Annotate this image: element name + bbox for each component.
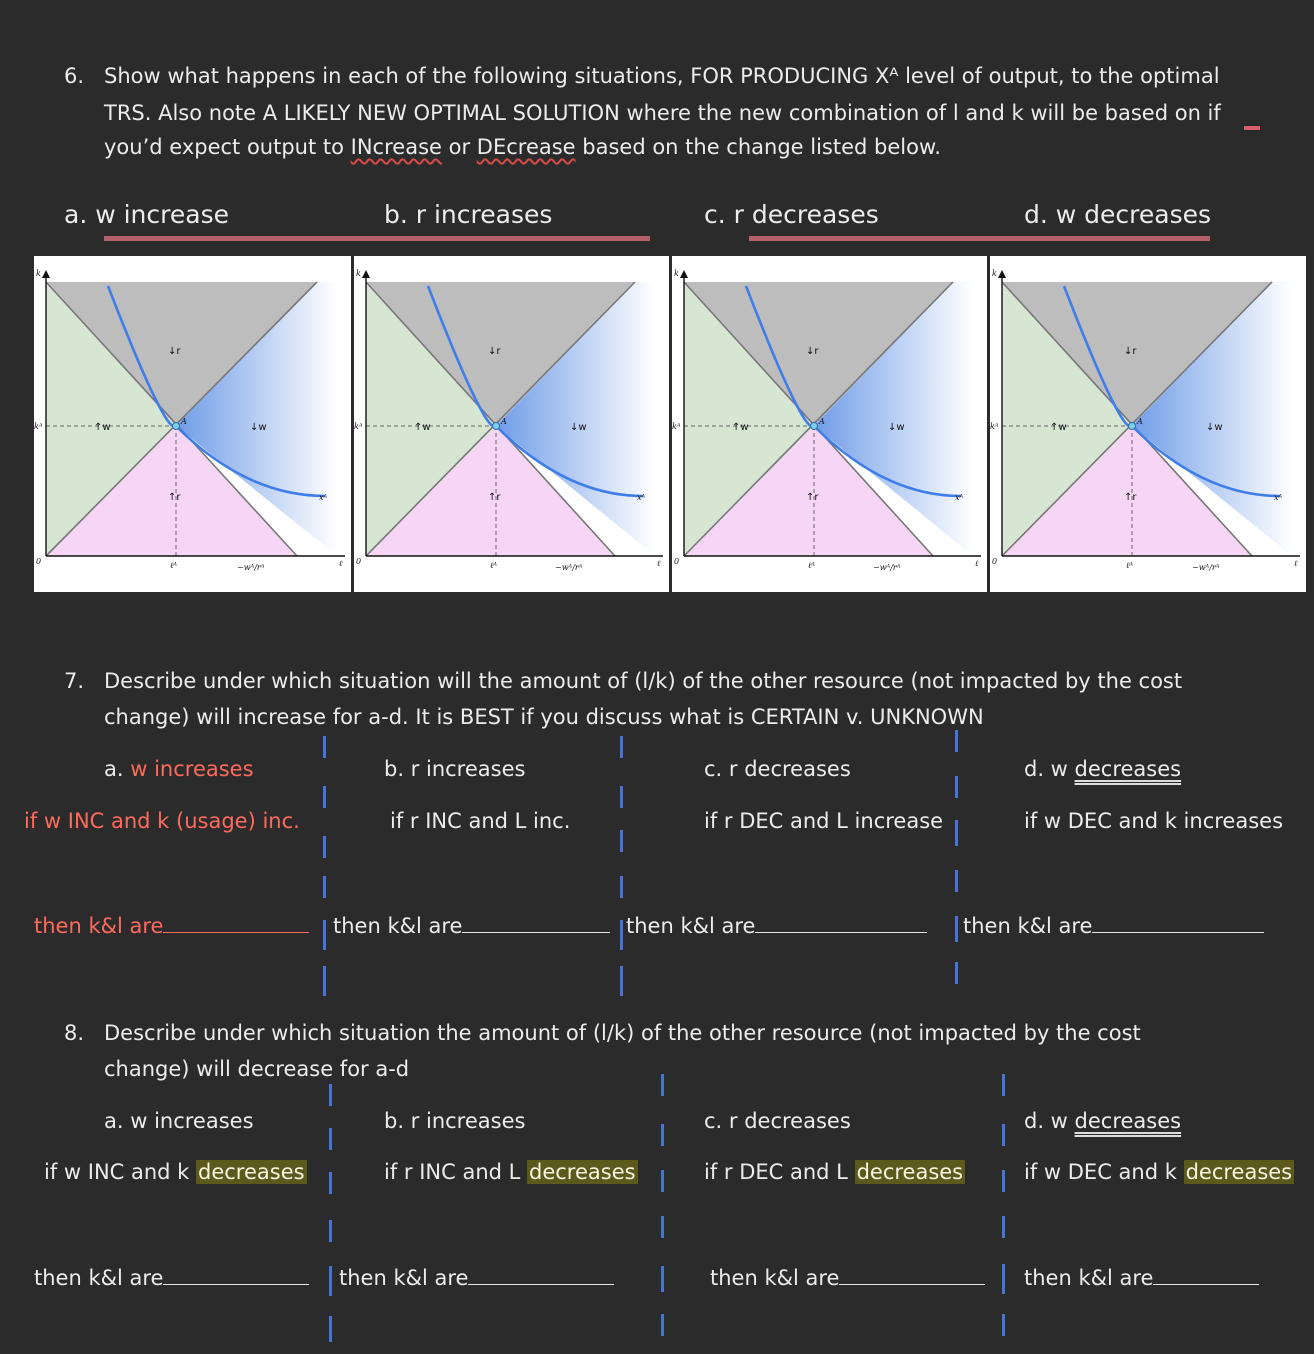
optimum-point bbox=[173, 423, 180, 430]
xA-label: xᴬ bbox=[637, 493, 646, 502]
slope-label: −wᴬ/rᴬ bbox=[873, 563, 901, 572]
q7-number: 7. bbox=[64, 669, 85, 693]
q6-option-a: a. w increase bbox=[64, 200, 229, 229]
slope-label: −wᴬ/rᴬ bbox=[555, 563, 583, 572]
isoquant-diagram-d bbox=[990, 256, 1306, 592]
q8-then-b: then k&l are bbox=[339, 1266, 614, 1290]
xA-label: xᴬ bbox=[1274, 493, 1283, 502]
k-axis-arrow bbox=[42, 270, 50, 278]
k-axis-label: k bbox=[674, 269, 679, 278]
arrow-w-down-label: ↓w bbox=[570, 422, 587, 433]
xA-label: xᴬ bbox=[319, 493, 328, 502]
l-axis-label: ℓ bbox=[1294, 559, 1298, 568]
k-axis-label: k bbox=[36, 269, 41, 278]
q8-cond-c: if r DEC and L decreases bbox=[704, 1160, 964, 1184]
kA-label: kᴬ bbox=[672, 422, 681, 431]
increase-word: INcrease bbox=[350, 135, 442, 159]
arrow-r-down-label: ↓r bbox=[1124, 346, 1137, 357]
q6-option-d: d. w decreases bbox=[1024, 200, 1212, 229]
q7-cond-b: if r INC and L inc. bbox=[390, 809, 571, 833]
q6-underline-cd bbox=[749, 236, 1210, 241]
q8-then-d: then k&l are bbox=[1024, 1266, 1259, 1290]
lA-label: ℓᴬ bbox=[1126, 561, 1133, 570]
lA-label: ℓᴬ bbox=[490, 561, 497, 570]
lA-label: ℓᴬ bbox=[170, 561, 177, 570]
q6-line2: TRS. Also note A LIKELY NEW OPTIMAL SOLUTION where the new combination of l and k will be based on if bbox=[104, 101, 1221, 125]
arrow-r-down-label: ↓r bbox=[168, 346, 181, 357]
q6-line1: Show what happens in each of the following situations, FOR PRODUCING Xᴬ level of output, to the optimal bbox=[104, 64, 1220, 88]
lA-label: ℓᴬ bbox=[808, 561, 815, 570]
q7-then-a: then k&l are bbox=[34, 914, 309, 938]
arrow-r-up-label: ↑r bbox=[168, 492, 181, 503]
arrow-w-up-label: ↑w bbox=[1050, 422, 1067, 433]
q8-line1: Describe under which situation the amount of (l/k) of the other resource (not impacted by the cost bbox=[104, 1021, 1141, 1045]
kA-label: kᴬ bbox=[354, 422, 363, 431]
l-axis-label: ℓ bbox=[339, 559, 343, 568]
l-axis-label: ℓ bbox=[657, 559, 661, 568]
optimum-point bbox=[811, 423, 818, 430]
q8-cond-a: if w INC and k decreases bbox=[44, 1160, 305, 1184]
optimum-point bbox=[493, 423, 500, 430]
arrow-w-up-label: ↑w bbox=[732, 422, 749, 433]
k-axis-arrow bbox=[362, 270, 370, 278]
origin-label: 0 bbox=[992, 557, 998, 566]
k-axis-arrow bbox=[680, 270, 688, 278]
origin-label: 0 bbox=[36, 557, 42, 566]
arrow-r-up-label: ↑r bbox=[806, 492, 819, 503]
kA-label: kᴬ bbox=[990, 422, 999, 431]
q6-line3: you’d expect output to INcrease or DEcrease based on the change listed below. bbox=[104, 135, 941, 159]
k-axis-arrow bbox=[998, 270, 1006, 278]
q7-then-b: then k&l are bbox=[333, 914, 610, 938]
arrow-r-down-label: ↓r bbox=[488, 346, 501, 357]
kA-label: kᴬ bbox=[34, 422, 43, 431]
isoquant-diagram-a bbox=[34, 256, 351, 592]
A-label: A bbox=[1137, 417, 1143, 426]
q7-line2: change) will increase for a-d. It is BEST if you discuss what is CERTAIN v. UNKNOWN bbox=[104, 705, 984, 729]
A-label: A bbox=[501, 417, 507, 426]
q7-label-d: d. w decreases bbox=[1024, 757, 1182, 781]
q8-label-a: a. w increases bbox=[104, 1109, 254, 1133]
q8-label-c: c. r decreases bbox=[704, 1109, 851, 1133]
q6-underline-ab bbox=[104, 236, 650, 241]
q7-label-b: b. r increases bbox=[384, 757, 526, 781]
q8-number: 8. bbox=[64, 1021, 85, 1045]
optimum-point bbox=[1129, 423, 1136, 430]
slope-label: −wᴬ/rᴬ bbox=[237, 563, 265, 572]
arrow-w-up-label: ↑w bbox=[94, 422, 111, 433]
A-label: A bbox=[181, 417, 187, 426]
q8-then-c: then k&l are bbox=[710, 1266, 985, 1290]
slope-label: −wᴬ/rᴬ bbox=[1192, 563, 1220, 572]
arrow-w-up-label: ↑w bbox=[414, 422, 431, 433]
annotation-mark bbox=[1244, 126, 1260, 130]
decrease-word: DEcrease bbox=[476, 135, 576, 159]
origin-label: 0 bbox=[356, 557, 362, 566]
arrow-w-down-label: ↓w bbox=[888, 422, 905, 433]
arrow-r-up-label: ↑r bbox=[1124, 492, 1137, 503]
k-axis-label: k bbox=[356, 269, 361, 278]
arrow-w-down-label: ↓w bbox=[1206, 422, 1223, 433]
l-axis-label: ℓ bbox=[975, 559, 979, 568]
q8-then-a: then k&l are bbox=[34, 1266, 309, 1290]
q7-label-c: c. r decreases bbox=[704, 757, 851, 781]
q6-option-c: c. r decreases bbox=[704, 200, 879, 229]
origin-label: 0 bbox=[674, 557, 680, 566]
q7-then-c: then k&l are bbox=[626, 914, 927, 938]
isoquant-diagram-b bbox=[354, 256, 669, 592]
q6-number: 6. bbox=[64, 64, 85, 88]
arrow-w-down-label: ↓w bbox=[250, 422, 267, 433]
q7-cond-c: if r DEC and L increase bbox=[704, 809, 944, 833]
k-axis-label: k bbox=[992, 269, 997, 278]
A-label: A bbox=[819, 417, 825, 426]
q7-cond-d: if w DEC and k increases bbox=[1024, 809, 1284, 833]
q8-label-b: b. r increases bbox=[384, 1109, 526, 1133]
q8-cond-b: if r INC and L decreases bbox=[384, 1160, 636, 1184]
q7-line1: Describe under which situation will the amount of (l/k) of the other resource (not impacted by the cost bbox=[104, 669, 1183, 693]
q8-label-d: d. w decreases bbox=[1024, 1109, 1182, 1133]
q7-cond-a: if w INC and k (usage) inc. bbox=[24, 809, 300, 833]
q8-line2: change) will decrease for a-d bbox=[104, 1057, 410, 1081]
xA-label: xᴬ bbox=[955, 493, 964, 502]
q8-cond-d: if w DEC and k decreases bbox=[1024, 1160, 1293, 1184]
arrow-r-down-label: ↓r bbox=[806, 346, 819, 357]
q7-label-a: a. w increases bbox=[104, 757, 254, 781]
q6-option-b: b. r increases bbox=[384, 200, 553, 229]
isoquant-diagram-c bbox=[672, 256, 987, 592]
q7-then-d: then k&l are bbox=[963, 914, 1264, 938]
arrow-r-up-label: ↑r bbox=[488, 492, 501, 503]
